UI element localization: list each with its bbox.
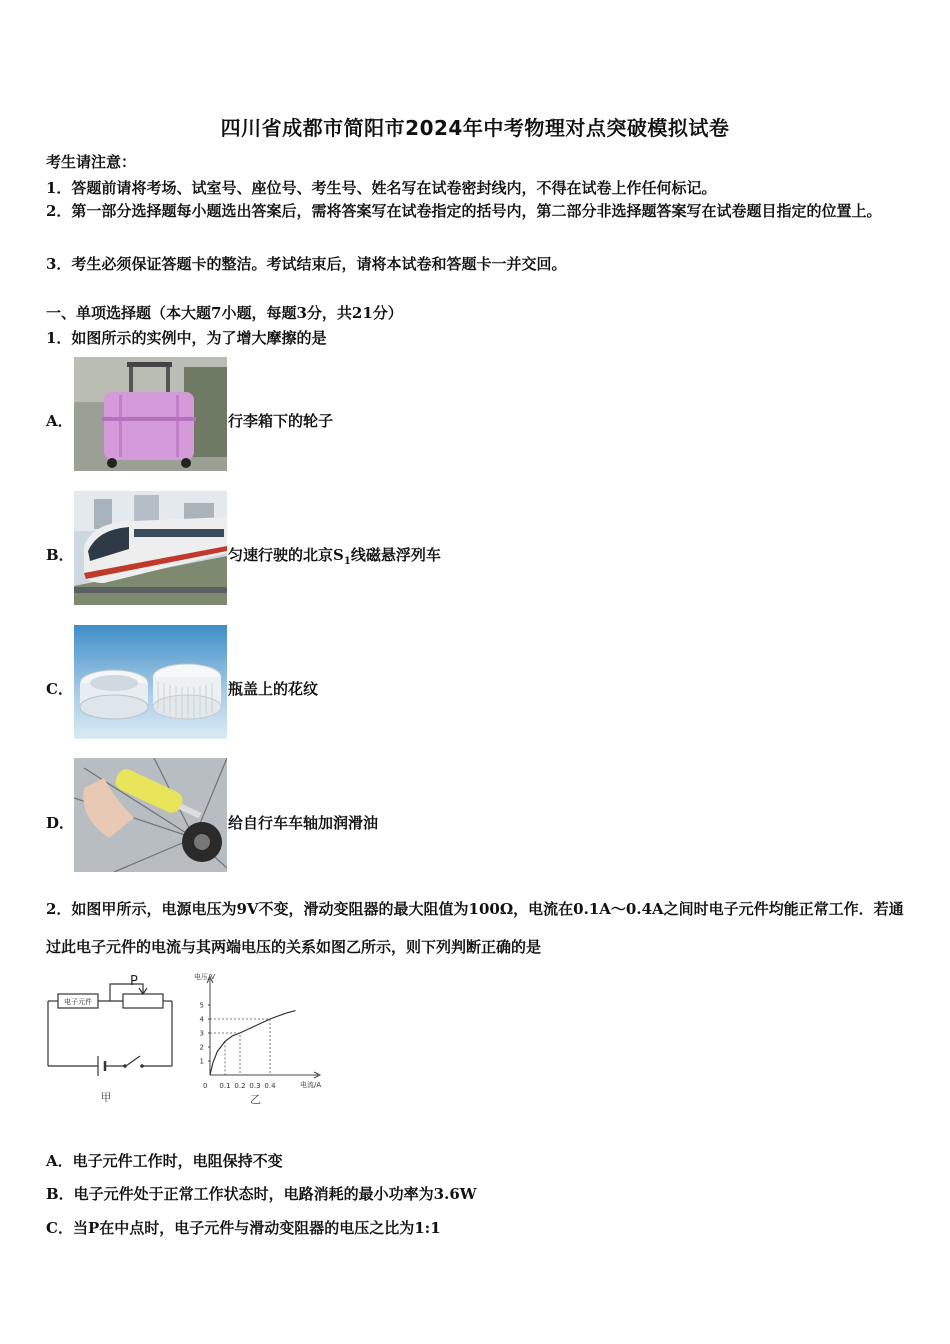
q1-option-c-letter: C． bbox=[46, 680, 73, 698]
graph-xlabel: 电流/A bbox=[300, 1081, 322, 1089]
y-tick-label: 5 bbox=[199, 1001, 204, 1010]
q1-option-a-text: 行李箱下的轮子 bbox=[228, 412, 334, 430]
graph-caption: 乙 bbox=[250, 1093, 261, 1106]
x-tick-label: 0.2 bbox=[234, 1082, 246, 1090]
notice-item-3: 3．考生必须保证答题卡的整洁。考试结束后，请将本试卷和答题卡一并交回。 bbox=[46, 255, 567, 273]
question-1-stem: 1．如图所示的实例中，为了增大摩擦的是 bbox=[46, 329, 327, 347]
q1-option-b-text: 匀速行驶的北京$S_1$线磁悬浮列车 bbox=[228, 546, 441, 567]
notice-heading: 考生请注意： bbox=[46, 153, 137, 171]
bicycle-oil-photo bbox=[74, 758, 227, 872]
q2-option-c: C．当P在中点时，电子元件与滑动变阻器的电压之比为1:1 bbox=[46, 1219, 441, 1237]
q1-option-b-letter: B． bbox=[46, 546, 74, 564]
iv-curve bbox=[210, 1011, 296, 1075]
component-label: 电子元件 bbox=[64, 998, 92, 1006]
q2-option-b: B．电子元件处于正常工作状态时，电路消耗的最小功率为3.6W bbox=[46, 1185, 477, 1203]
rheostat-box bbox=[123, 994, 163, 1008]
suitcase-photo bbox=[74, 357, 227, 471]
voltage-current-graph bbox=[190, 965, 340, 1110]
q1-option-d-letter: D． bbox=[46, 814, 75, 832]
circuit-caption: 甲 bbox=[100, 1091, 112, 1104]
q2-option-a: A．电子元件工作时，电阻保持不变 bbox=[46, 1152, 283, 1170]
y-tick-label: 4 bbox=[199, 1015, 204, 1024]
slider-label: P bbox=[130, 974, 138, 989]
y-tick-label: 1 bbox=[199, 1057, 204, 1066]
section-heading: 一、单项选择题（本大题7小题，每题3分，共21分） bbox=[46, 304, 403, 322]
maglev-train-photo bbox=[74, 491, 227, 605]
slider-wire bbox=[110, 984, 143, 1001]
switch-lever bbox=[126, 1056, 140, 1066]
q1-option-d-text: 给自行车车轴加润滑油 bbox=[228, 814, 379, 832]
page-title: 四川省成都市简阳市2024年中考物理对点突破模拟试卷 bbox=[220, 116, 730, 140]
x-tick-label: 0.3 bbox=[249, 1082, 261, 1090]
y-tick-label: 2 bbox=[199, 1043, 204, 1052]
x-tick-label: 0.4 bbox=[264, 1082, 276, 1090]
graph-origin-label: 0 bbox=[203, 1082, 208, 1090]
notice-item-2: 2．第一部分选择题每小题选出答案后，需将答案写在试卷指定的括号内，第二部分非选择题答案写在试卷题目指定的位置上。 bbox=[46, 202, 882, 220]
question-2-stem: 2．如图甲所示，电源电压为9V不变，滑动变阻器的最大阻值为100Ω，电流在0.1A～0.4A之间时电子元件均能正常工作．若通过此电子元件的电流与其两端电压的关系如图乙所示，则下列判断正确的是 bbox=[46, 900, 904, 956]
q1-option-a-letter: A． bbox=[46, 412, 73, 430]
q1-option-c-text: 瓶盖上的花纹 bbox=[228, 680, 319, 698]
y-tick-label: 3 bbox=[199, 1029, 204, 1038]
notice-item-1: 1．答题前请将考场、试室号、座位号、考生号、姓名写在试卷密封线内，不得在试卷上作任何标记。 bbox=[46, 179, 717, 197]
circuit-diagram bbox=[40, 968, 180, 1108]
graph-ylabel: 电压/V bbox=[194, 973, 216, 981]
x-tick-label: 0.1 bbox=[219, 1082, 231, 1090]
bottle-cap-photo bbox=[74, 625, 227, 739]
